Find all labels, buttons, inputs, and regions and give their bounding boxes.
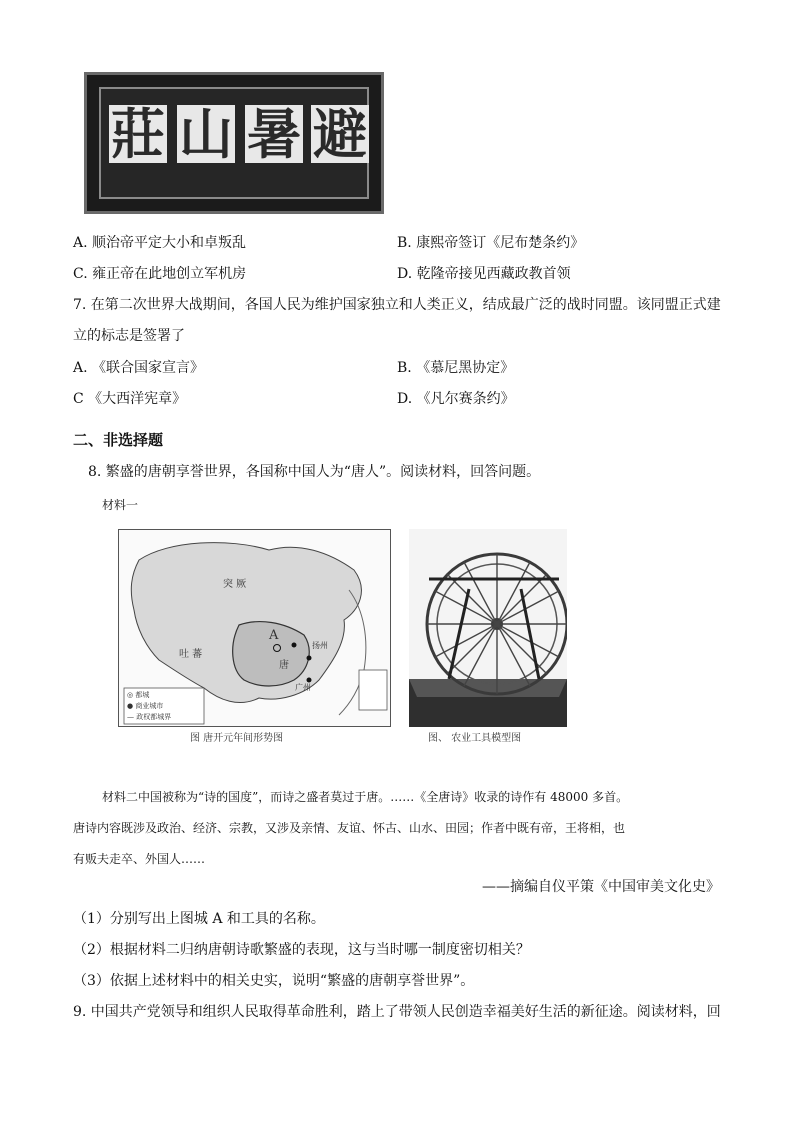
- map-label-guangzhou: 广州: [295, 683, 311, 692]
- q6-option-b: B. 康熙帝签订《尼布楚条约》: [397, 235, 585, 251]
- map-label-a: A: [269, 628, 279, 643]
- map-caption: 图 唐开元年间形势图: [190, 733, 284, 744]
- map-label-yangzhou: 扬州: [312, 641, 328, 650]
- section-heading: 二、非选择题: [73, 431, 164, 449]
- map-label-tujue: 突 厥: [223, 579, 247, 590]
- plaque-character: 暑: [247, 102, 301, 166]
- q8-subquestion-1: （1）分别写出上图城 A 和工具的名称。: [73, 911, 325, 927]
- map-label-tang: 唐: [279, 660, 289, 671]
- material2-line3: 有贩夫走卒、外国人……: [73, 852, 206, 866]
- q7-option-a: A. 《联合国家宣言》: [73, 360, 205, 376]
- q6-option-a: A. 顺治帝平定大小和卓叛乱: [73, 235, 247, 251]
- plaque-image: [84, 72, 384, 214]
- plaque-character: 避: [313, 102, 367, 166]
- q9-stem: 9. 中国共产党领导和组织人民取得革命胜利，踏上了带领人民创造幸福美好生活的新征途。阅读材料，回: [73, 1004, 721, 1020]
- tang-map-drawing: [119, 530, 392, 728]
- material2-source: ——摘编自仪平策《中国审美文化史》: [482, 879, 720, 895]
- waterwheel-photo: [409, 529, 567, 727]
- map-label-tubo: 吐 蕃: [179, 649, 203, 660]
- map-legend-city: ● 商业城市: [127, 702, 164, 710]
- plaque-character: 山: [179, 102, 233, 166]
- q6-option-d: D. 乾隆帝接见西藏政教首领: [397, 266, 571, 282]
- q7-option-b: B. 《慕尼黑协定》: [397, 360, 515, 376]
- waterwheel-drawing: [409, 529, 567, 727]
- q8-subquestion-2: （2）根据材料二归纳唐朝诗歌繁盛的表现，这与当时哪一制度密切相关？: [73, 942, 530, 958]
- map-legend-capital: ◎ 都城: [127, 691, 150, 699]
- q7-option-c: C 《大西洋宪章》: [73, 391, 187, 407]
- q7-option-d: D. 《凡尔赛条约》: [397, 391, 515, 407]
- q8-subquestion-3: （3）依据上述材料中的相关史实，说明“繁盛的唐朝享誉世界”。: [73, 973, 475, 989]
- map-legend-border: — 政权都城界: [127, 713, 172, 721]
- q6-option-c: C. 雍正帝在此地创立军机房: [73, 266, 247, 282]
- material1-label: 材料一: [102, 498, 139, 512]
- q8-stem: 8. 繁盛的唐朝享誉世界，各国称中国人为“唐人”。阅读材料，回答问题。: [88, 464, 541, 480]
- plaque-character: 莊: [111, 102, 165, 166]
- q7-stem-line1: 7. 在第二次世界大战期间，各国人民为维护国家独立和人类正义，结成最广泛的战时同盟。该同盟正式建: [73, 297, 721, 313]
- q7-stem-line2: 立的标志是签署了: [73, 328, 185, 344]
- material2-line1: 材料二中国被称为“诗的国度”，而诗之盛者莫过于唐。……《全唐诗》收录的诗作有 48000 多首。: [102, 790, 629, 804]
- material2-line2: 唐诗内容既涉及政治、经济、宗教，又涉及亲情、友谊、怀古、山水、田园；作者中既有帝，王将相，也: [73, 821, 626, 835]
- tang-map-figure: [118, 529, 391, 727]
- photo-caption: 图、 农业工具模型图: [428, 733, 522, 744]
